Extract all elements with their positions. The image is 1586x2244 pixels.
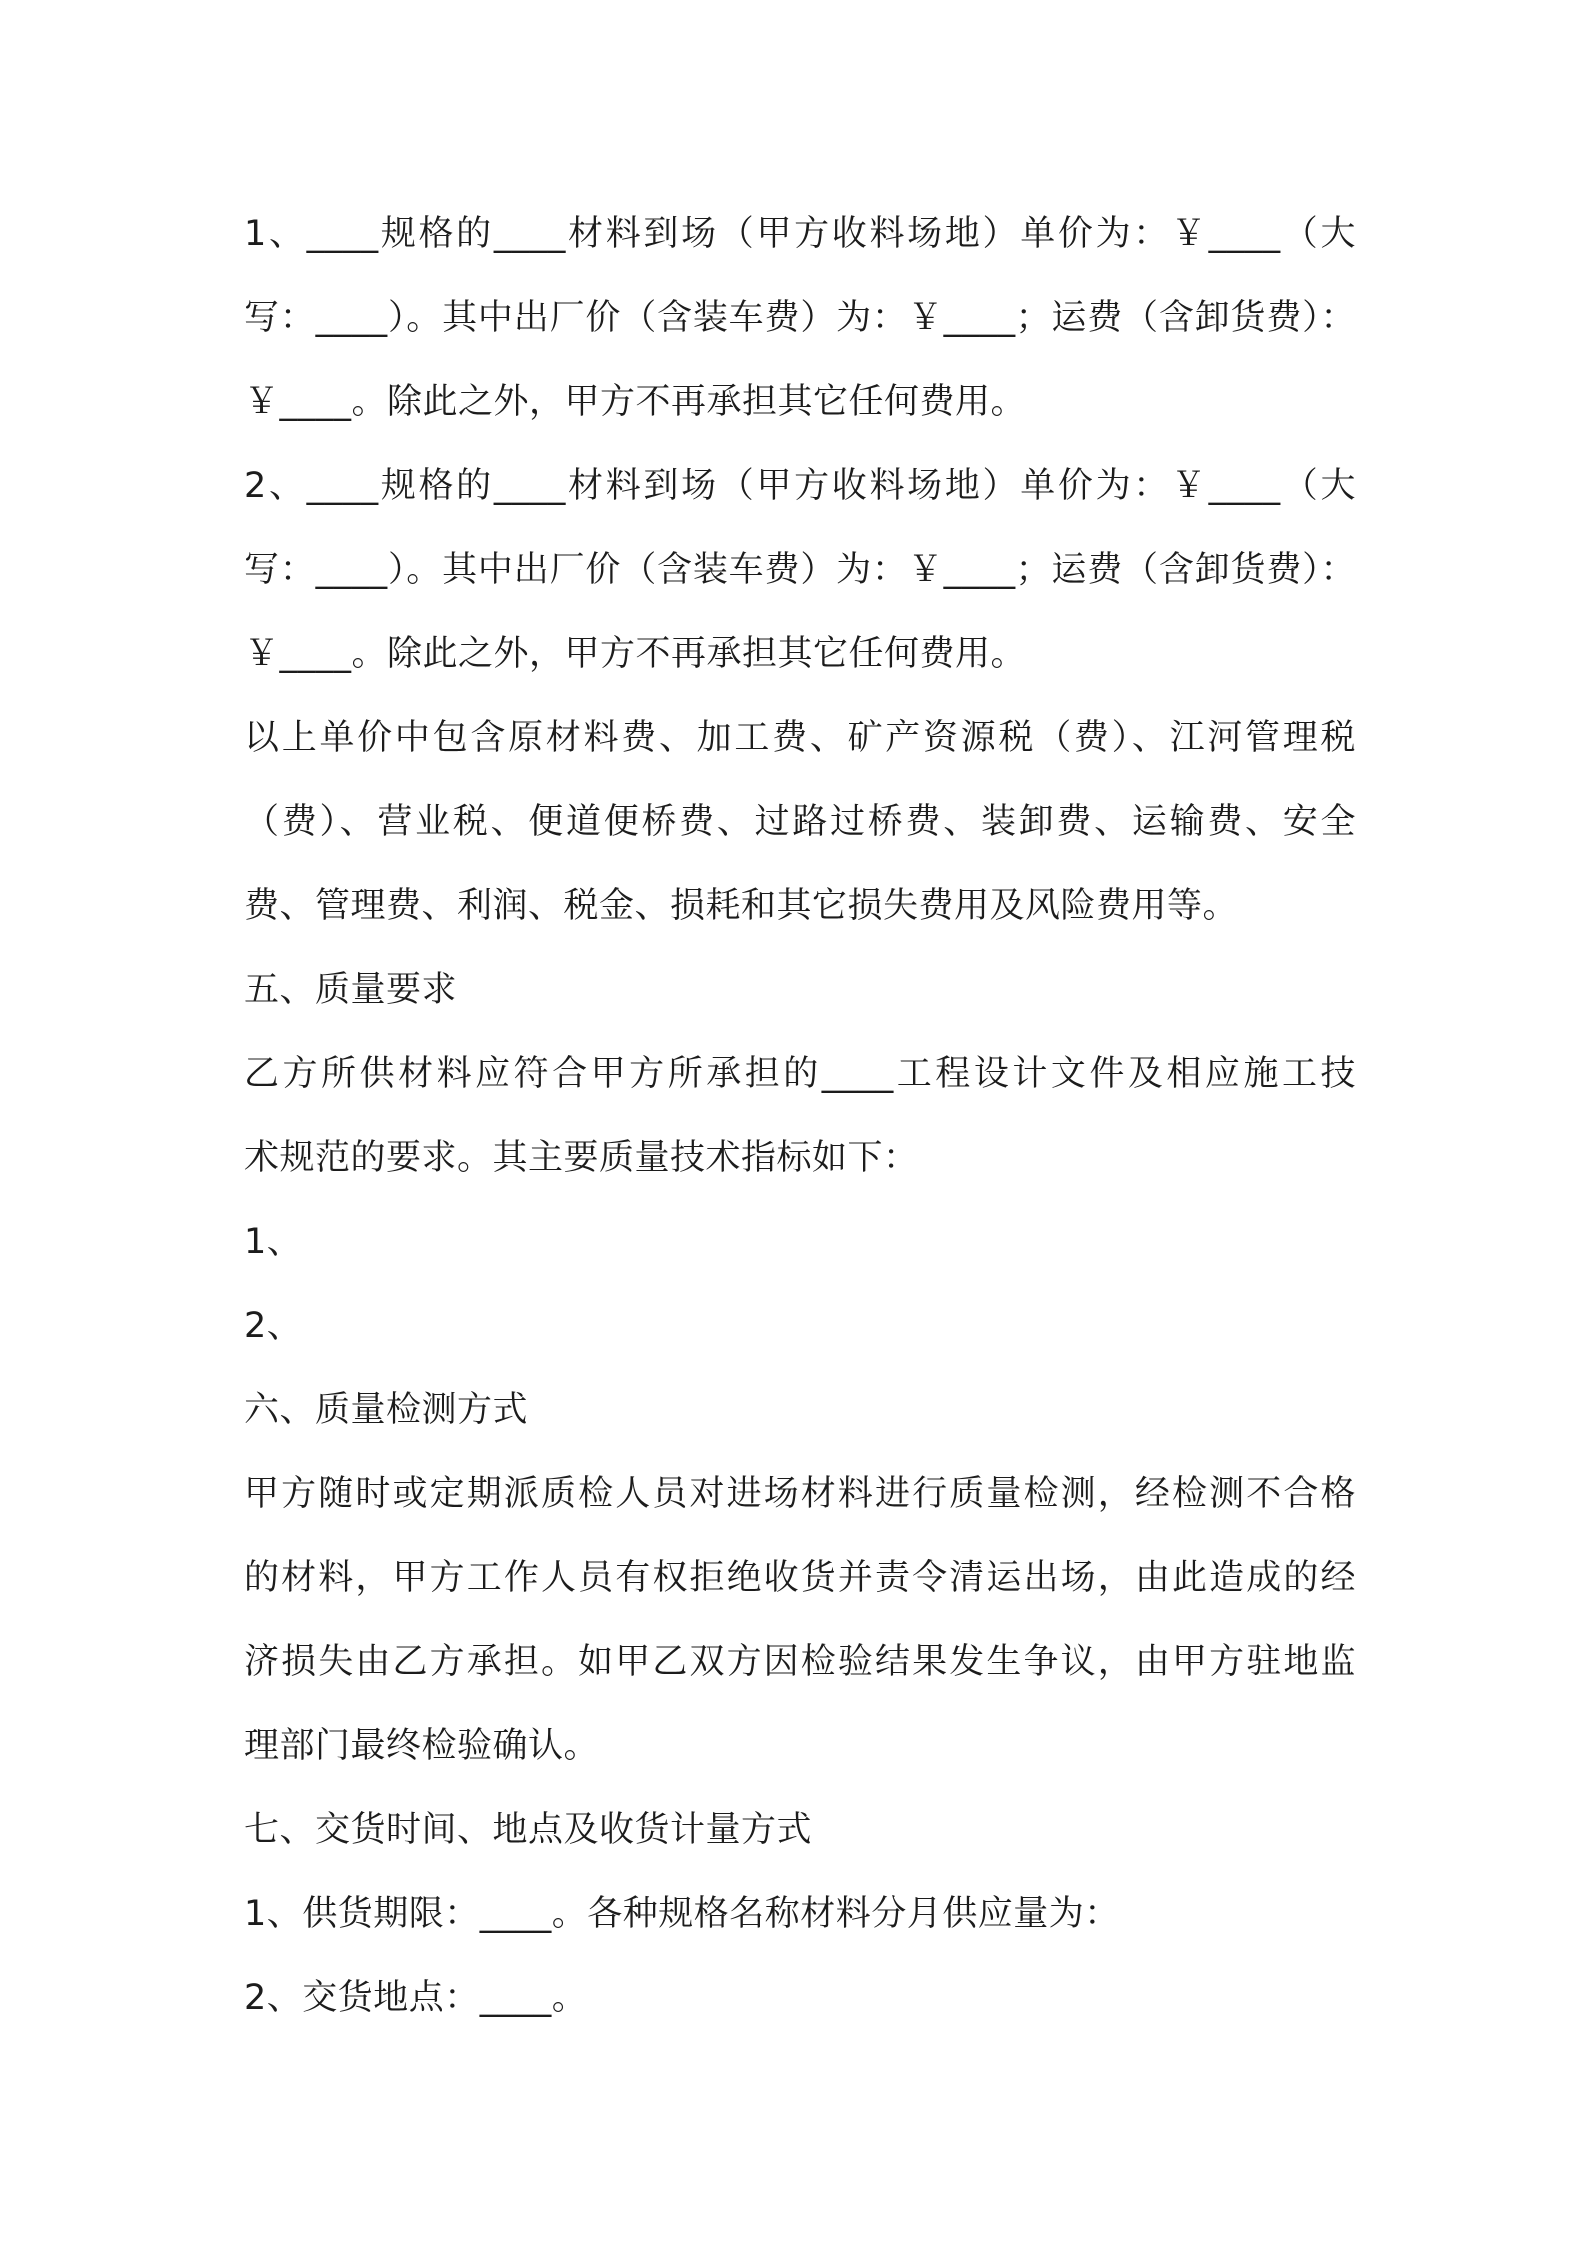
inspection-paragraph-line-1: 甲方随时或定期派质检人员对进场材料进行质量检测，经检测不合格 (244, 1474, 1356, 1514)
delivery-item-2: 2、交货地点：____。 (244, 1978, 588, 2018)
delivery-item-1: 1、供货期限：____。各种规格名称材料分月供应量为： (244, 1894, 1120, 1934)
price-inclusion-line-1: 以上单价中包含原材料费、加工费、矿产资源税（费）、江河管理税 (244, 718, 1356, 758)
quality-index-item-1: 1、 (244, 1222, 303, 1262)
section-heading-inspection: 六、质量检测方式 (244, 1390, 529, 1430)
inspection-paragraph-line-3: 济损失由乙方承担。如甲乙双方因检验结果发生争议，由甲方驻地监 (244, 1642, 1356, 1682)
section-heading-delivery: 七、交货时间、地点及收货计量方式 (244, 1810, 813, 1850)
price-item-2-line-1: 2、____规格的____材料到场（甲方收料场地）单价为：￥____（大 (244, 466, 1356, 506)
quality-paragraph-line-2: 术规范的要求。其主要质量技术指标如下： (244, 1138, 919, 1178)
price-inclusion-line-2: （费）、营业税、便道便桥费、过路过桥费、装卸费、运输费、安全 (244, 802, 1356, 842)
price-item-2-line-2: 写：____）。其中出厂价（含装车费）为：￥____；运费（含卸货费）： (244, 550, 1356, 590)
price-inclusion-line-3: 费、管理费、利润、税金、损耗和其它损失费用及风险费用等。 (244, 886, 1239, 926)
inspection-paragraph-line-4: 理部门最终检验确认。 (244, 1726, 600, 1766)
price-item-2-line-3: ￥____。除此之外，甲方不再承担其它任何费用。 (244, 634, 1027, 674)
quality-paragraph-line-1: 乙方所供材料应符合甲方所承担的____工程设计文件及相应施工技 (244, 1054, 1356, 1094)
price-item-1-line-3: ￥____。除此之外，甲方不再承担其它任何费用。 (244, 382, 1027, 422)
quality-index-item-2: 2、 (244, 1306, 303, 1346)
section-heading-quality: 五、质量要求 (244, 970, 458, 1010)
price-item-1-line-2: 写：____）。其中出厂价（含装车费）为：￥____；运费（含卸货费）： (244, 298, 1356, 338)
inspection-paragraph-line-2: 的材料，甲方工作人员有权拒绝收货并责令清运出场，由此造成的经 (244, 1558, 1356, 1598)
document-body (244, 192, 1356, 2040)
price-item-1-line-1: 1、____规格的____材料到场（甲方收料场地）单价为：￥____（大 (244, 214, 1356, 254)
